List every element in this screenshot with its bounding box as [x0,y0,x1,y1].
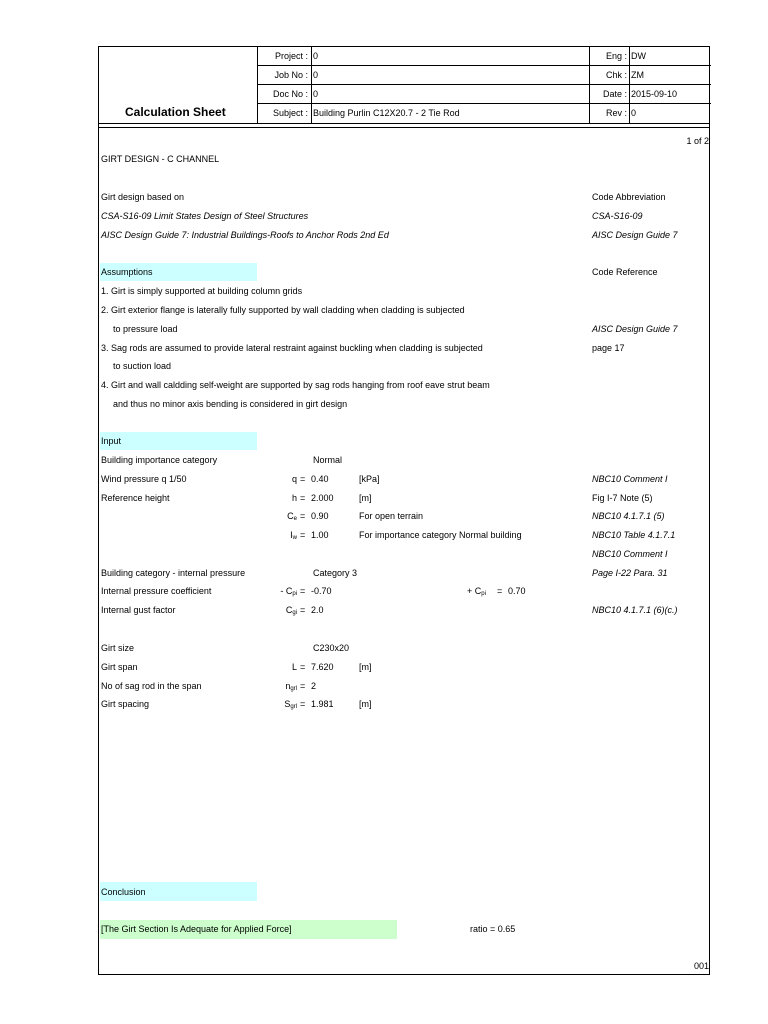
equals-sign: = [300,605,306,615]
page-of: 1 of 2 [686,136,709,146]
internal-pressure-minus-value: -0.70 [311,586,332,596]
equals-sign: = [300,681,306,691]
exposure-factor-value: 0.90 [311,511,329,521]
header-rule [589,103,711,104]
comment-ref: NBC10 Comment I [592,549,668,559]
code-abbreviation-1: CSA-S16-09 [592,211,643,221]
building-category-ref: Page I-22 Para. 31 [592,568,668,578]
equals-sign: = [300,586,306,596]
eng-value: DW [631,51,646,61]
basis-line-1: CSA-S16-09 Limit States Design of Steel Structures [101,211,309,221]
reference-height-symbol: h [291,493,297,503]
girt-span-value: 7.620 [311,662,334,672]
internal-pressure-minus-symbol: - $C_{pi}$ [280,586,297,597]
exposure-factor-note: For open terrain [359,511,424,521]
reference-height-ref: Fig I-7 Note (5) [592,493,653,503]
sag-rod-count-value: 2 [311,681,317,691]
importance-category-label: Building importance category [101,455,218,465]
wind-pressure-ref: NBC10 Comment I [592,474,668,484]
utilization-ratio: ratio = 0.65 [470,924,516,934]
importance-factor-note: For importance category Normal building [359,530,522,540]
sag-rod-count-symbol: $n_{grl}$ [285,681,297,692]
assumption-2: 2. Girt exterior flange is laterally fully supported by wall cladding when cladding is subjected [101,305,465,315]
girt-size-value: C230x20 [313,643,350,653]
input-highlight [100,432,257,450]
internal-gust-ref: NBC10 4.1.7.1 (6)(c.) [592,605,678,615]
header-rule [589,65,711,66]
girt-span-symbol: L [291,662,297,672]
internal-gust-label: Internal gust factor [101,605,176,615]
calculation-sheet [98,46,710,975]
girt-span-label: Girt span [101,662,138,672]
exposure-factor-symbol: $C_e$ [287,511,297,522]
assumption-3: 3. Sag rods are assumed to provide lateral restraint against buckling when cladding is subjected [101,343,483,353]
exposure-factor-ref: NBC10 4.1.7.1 (5) [592,511,665,521]
header-divider [629,47,630,123]
reference-height-label: Reference height [101,493,170,503]
equals-sign: = [300,530,306,540]
reference-height-unit: [m] [359,493,372,503]
internal-gust-value: 2.0 [311,605,324,615]
rev-value: 0 [631,108,637,118]
equals-sign: = [300,474,306,484]
header-rule [257,103,594,104]
basis-intro: Girt design based on [101,192,185,202]
date-label: Date : [602,89,627,99]
docno-label: Doc No : [272,89,308,99]
girt-size-label: Girt size [101,643,135,653]
reference-height-value: 2.000 [311,493,334,503]
main-title: GIRT DESIGN - C CHANNEL [101,154,220,164]
jobno-label: Job No : [274,70,308,80]
page-number: 001 [693,961,709,971]
wind-pressure-symbol: q [291,474,297,484]
girt-spacing-value: 1.981 [311,699,334,709]
assumption-ref-1: AISC Design Guide 7 [592,324,678,334]
assumptions-heading: Assumptions [101,267,153,277]
header-rule [99,123,710,124]
chk-label: Chk : [605,70,627,80]
assumption-1: 1. Girt is simply supported at building column grids [101,286,303,296]
importance-category-value: Normal [313,455,343,465]
internal-pressure-label: Internal pressure coefficient [101,586,212,596]
code-reference-header: Code Reference [592,267,658,277]
assumption-3-cont: to suction load [113,361,172,371]
subject-label: Subject : [272,108,308,118]
docno-value: 0 [313,89,319,99]
header-divider [311,47,312,123]
importance-factor-value: 1.00 [311,530,329,540]
girt-spacing-unit: [m] [359,699,372,709]
internal-pressure-plus-symbol: + $C_{pi}$ [467,586,486,597]
importance-factor-symbol: $I_w$ [290,530,297,541]
wind-pressure-label: Wind pressure q 1/50 [101,474,187,484]
building-category-label: Building category - internal pressure [101,568,246,578]
date-value: 2015-09-10 [631,89,678,99]
internal-pressure-plus-value: 0.70 [508,586,526,596]
project-label: Project : [274,51,308,61]
rev-label: Rev : [605,108,627,118]
assumption-4-cont: and thus no minor axis bending is considered in girt design [113,399,348,409]
wind-pressure-value: 0.40 [311,474,329,484]
header-rule [257,84,594,85]
sheet-title: Calculation Sheet [125,105,226,119]
importance-factor-ref: NBC10 Table 4.1.7.1 [592,530,676,540]
girt-spacing-symbol: $S_{grl}$ [284,699,297,710]
assumption-4: 4. Girt and wall caldding self-weight are supported by sag rods hanging from roof eave strut beam [101,380,490,390]
eng-label: Eng : [605,51,627,61]
basis-line-2: AISC Design Guide 7: Industrial Buildings-Roofs to Anchor Rods 2nd Ed [101,230,389,240]
code-abbreviation-2: AISC Design Guide 7 [592,230,678,240]
equals-sign: = [300,699,306,709]
chk-value: ZM [631,70,644,80]
equals-sign: = [497,586,503,596]
header-rule [99,127,710,128]
equals-sign: = [300,493,306,503]
internal-gust-symbol: $C_{gi}$ [285,605,297,616]
conclusion-result: [The Girt Section Is Adequate for Applied Force] [101,924,292,934]
jobno-value: 0 [313,70,319,80]
equals-sign: = [300,511,306,521]
input-heading: Input [101,436,122,446]
header-rule [257,65,594,66]
assumption-2-cont: to pressure load [113,324,178,334]
girt-span-unit: [m] [359,662,372,672]
header-rule [589,84,711,85]
subject-value: Building Purlin C12X20.7 - 2 Tie Rod [313,108,460,118]
girt-spacing-label: Girt spacing [101,699,150,709]
building-category-value: Category 3 [313,568,358,578]
assumption-ref-2: page 17 [592,343,625,353]
project-value: 0 [313,51,319,61]
wind-pressure-unit: [kPa] [359,474,380,484]
code-abbreviation-header: Code Abbreviation [592,192,666,202]
sag-rod-count-label: No of sag rod in the span [101,681,202,691]
equals-sign: = [300,662,306,672]
conclusion-heading: Conclusion [101,887,146,897]
